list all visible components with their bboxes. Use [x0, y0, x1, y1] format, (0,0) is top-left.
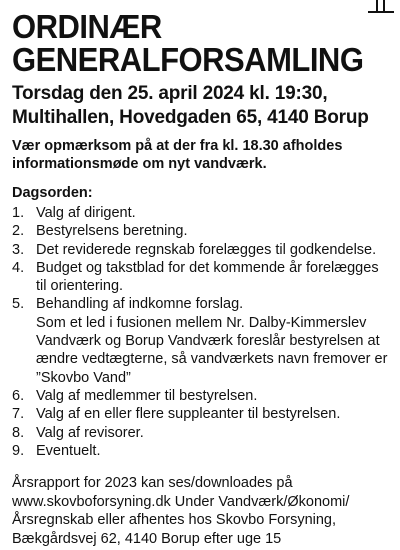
agenda-item [12, 204, 390, 222]
agenda-item-proposal-text: Som et led i fusionen mellem Nr. Dalby-Kimmerslev Vandværk og Borup Vandværk foreslår bestyrelsen at ændre vedtægterne, så vandværkets navn fremover er ”Skovbo Vand” [36, 314, 388, 386]
agenda-item-number: 7. [12, 406, 25, 423]
agenda-item [12, 442, 390, 460]
agenda-item-text: Det reviderede regnskab forelægges til godkendelse. [36, 241, 377, 258]
logo-mark-icon [368, 0, 394, 13]
title-line-2: GENERALFORSAMLING [12, 40, 364, 79]
agenda-item-text: Valg af dirigent. [36, 205, 136, 221]
agenda-list [12, 204, 390, 460]
agenda-item-text: Budget og takstblad for det kommende år forelægges til orientering. [36, 259, 379, 295]
agenda-item [12, 405, 390, 423]
agenda-item-number: 2. [12, 223, 25, 240]
footer-line: Årsregnskab eller afhentes hos Skovbo Forsyning, [12, 512, 337, 528]
agenda-item-number: 6. [12, 387, 25, 404]
agenda-item [12, 387, 390, 405]
agenda-item-text: Bestyrelsens beretning. [36, 223, 188, 240]
agenda-item-number: 8. [12, 424, 25, 441]
agenda-item-number: 4. [12, 259, 25, 276]
agenda-item-text: Behandling af indkomne forslag. [36, 296, 244, 313]
agenda-item-text: Eventuelt. [36, 442, 101, 459]
footer-line: Årsrapport for 2023 kan ses/downloades på [12, 475, 293, 491]
agenda-item-text: Valg af medlemmer til bestyrelsen. [36, 387, 258, 404]
agenda-item-number: 1. [12, 205, 25, 221]
meeting-place: Multihallen, Hovedgaden 65, 4140 Borup [12, 107, 369, 128]
agenda-item-text: Valg af en eller flere suppleanter til bestyrelsen. [36, 406, 341, 423]
info-meeting-notice: Vær opmærksom på at der fra kl. 18.30 afholdes informationsmøde om nyt vandværk. [12, 138, 343, 172]
agenda-item-number: 9. [12, 442, 25, 459]
annual-report-info [12, 474, 392, 548]
agenda-item [12, 424, 390, 442]
footer-line: Bækgårdsvej 62, 4140 Borup efter uge 15 [12, 530, 282, 547]
agenda-item [12, 259, 390, 296]
agenda-heading: Dagsorden: [12, 185, 93, 201]
agenda-item [12, 241, 390, 259]
agenda-item [12, 295, 390, 386]
agenda-item-text: Valg af revisorer. [36, 424, 144, 441]
agenda-item-number: 3. [12, 241, 25, 258]
agenda-item-number: 5. [12, 296, 25, 313]
agenda-item [12, 222, 390, 240]
footer-line-website: www.skovboforsyning.dk Under Vandværk/Økonomi/ [12, 493, 350, 510]
meeting-date: Torsdag den 25. april 2024 kl. 19:30, [12, 83, 328, 104]
title-line-1: ORDINÆR [12, 7, 162, 46]
